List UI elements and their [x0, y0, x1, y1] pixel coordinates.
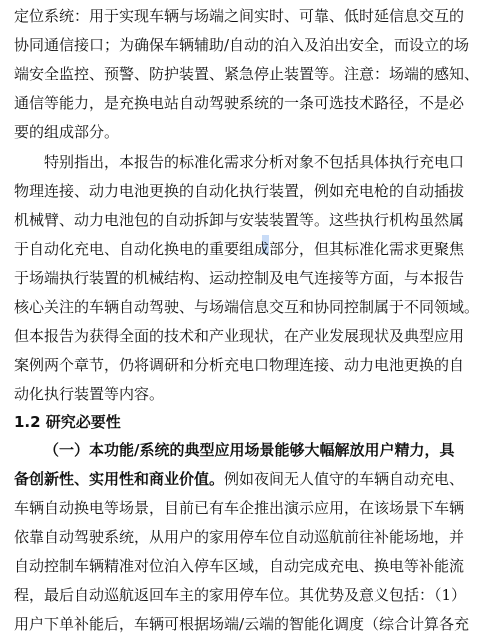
paragraph-line: 机械臂、动力电池包的自动拆卸与安装装置等。这些执行机构虽然属 — [14, 211, 465, 229]
paragraph-line: 定位系统：用于实现车辆与场端之间实时、可靠、低时延信息交互的 — [14, 7, 465, 25]
paragraph-line: 于场端执行装置的机械结构、运动控制及电气连接等方面，与本报告 — [14, 269, 465, 287]
paragraph-line: 用户下单补能后，车辆可根据场端/云端的智能化调度（综合计算各充 — [14, 615, 470, 633]
paragraph-line: 动化执行装置等内容。 — [14, 385, 165, 403]
paragraph-line: 但本报告为获得全面的技术和产业现状，在产业发展现状及典型应用 — [14, 327, 465, 345]
bold-lead-text: 备创新性、实用性和商业价值。 — [14, 470, 225, 488]
paragraph-line: 物理连接、动力电池更换的自动化执行装置，例如充电枪的自动插拔 — [14, 182, 465, 200]
paragraph-text: 例如夜间无人值守的车辆自动充电、 — [224, 470, 465, 488]
bold-lead-line: （一）本功能/系统的典型应用场景能够大幅解放用户精力，具 — [44, 441, 455, 459]
paragraph-line: 车辆自动换电等场景，目前已有车企推出演示应用，在该场景下车辆 — [14, 499, 465, 517]
paragraph-line: 程，最后自动巡航返回车主的家用停车位。其优势及意义包括：（1） — [14, 586, 467, 604]
paragraph-line: 于自动化充电、自动化换电的重要组成部分，但其标准化需求更聚焦 — [14, 240, 465, 258]
paragraph-line — [14, 465, 465, 493]
paragraph-line: 协同通信接口；为确保车辆辅助/自动的泊入及泊出安全，而设立的场 — [14, 36, 470, 54]
paragraph-line: 端安全监控、预警、防护装置、紧急停止装置等。注意：场端的感知、 — [14, 65, 479, 83]
paragraph-line: 依靠自动驾驶系统，从用户的家用停车位自动巡航前往补能场地，并 — [14, 528, 465, 546]
paragraph-line: 核心关注的车辆自动驾驶、与场端信息交互和协同控制属于不同领域。 — [14, 298, 479, 316]
paragraph-line: 通信等能力，是充换电站自动驾驶系统的一条可选技术路径，不是必 — [14, 94, 465, 112]
paragraph-line: 要的组成部分。 — [14, 123, 120, 141]
section-heading: 1.2 研究必要性 — [14, 413, 121, 431]
paragraph-line: 自动控制车辆精准对位泊入停车区域，自动完成充电、换电等补能流 — [14, 557, 465, 575]
paragraph-line: 特别指出，本报告的标准化需求分析对象不包括具体执行充电口 — [44, 153, 465, 171]
paragraph-line: 案例两个章节，仍将调研和分析充电口物理连接、动力电池更换的自 — [14, 356, 465, 374]
